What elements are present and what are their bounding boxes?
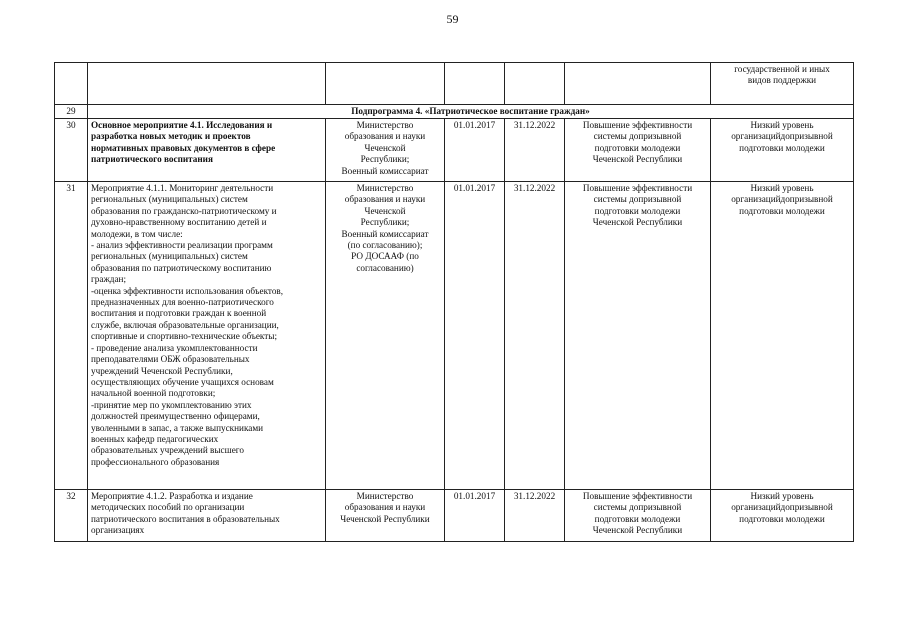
- expected-result: [565, 182, 711, 490]
- expected-result-line: подготовки молодежи: [594, 142, 681, 153]
- expected-result-line: подготовки молодежи: [594, 205, 681, 216]
- activity-name: [88, 182, 326, 490]
- risk-consequence-line: Низкий уровень: [750, 120, 814, 130]
- executor-line: согласованию): [356, 262, 414, 273]
- page-number: 59: [446, 12, 459, 26]
- expected-result: [565, 63, 711, 105]
- risk-consequence-line: государственной и иных: [734, 64, 830, 74]
- executor: [326, 490, 445, 542]
- activity-name-line: региональных (муниципальных) систем: [91, 251, 248, 262]
- executor-line: Министерство: [356, 491, 414, 501]
- expected-result-line: Повышение эффективности: [582, 183, 693, 193]
- expected-result-line: Повышение эффективности: [582, 491, 693, 501]
- executor: [326, 182, 445, 490]
- expected-result-line: системы допризывной: [593, 502, 682, 513]
- risk-consequence: [711, 490, 854, 542]
- start-date: [445, 63, 505, 105]
- start-date: 01.01.2017: [445, 119, 505, 182]
- risk-consequence-line: подготовки молодежи: [739, 142, 825, 153]
- expected-result-line: Чеченской Республики: [592, 525, 683, 536]
- risk-consequence-line: подготовки молодежи: [739, 205, 825, 216]
- table-body: [55, 63, 854, 542]
- executor-line: Республики;: [360, 217, 410, 228]
- expected-result: [565, 490, 711, 542]
- activity-name-line: воспитания и подготовки граждан к военной: [91, 308, 267, 319]
- expected-result-line: системы допризывной: [593, 194, 682, 205]
- row-number: 32: [55, 490, 88, 542]
- activity-name-line: спортивные и спортивно-технические объекты;: [91, 331, 278, 342]
- executor-line: Чеченской: [364, 142, 406, 153]
- activity-name-line: уволенными в запас, а также выпускниками: [91, 422, 264, 433]
- activity-name-line: организациях: [91, 525, 145, 536]
- executor-line: Чеченской: [364, 205, 406, 216]
- activity-name-line: региональных (муниципальных) систем: [91, 194, 248, 205]
- end-date: 31.12.2022: [505, 490, 565, 542]
- risk-consequence: [711, 63, 854, 105]
- risk-consequence-line: организацийдопризывной: [731, 194, 833, 205]
- executor: [326, 119, 445, 182]
- activity-name-line: образования по гражданско-патриотическому и: [91, 205, 277, 216]
- activity-name-line: военных кафедр педагогических: [91, 433, 219, 444]
- activity-name-line: учреждений Чеченской Республики,: [91, 365, 233, 376]
- executor-line: Министерство: [356, 120, 414, 130]
- activity-name-line: профессионального образования: [91, 456, 220, 467]
- activity-name-line: начальной военной подготовки;: [91, 388, 216, 399]
- activity-name-line: - проведение анализа укомплектованности: [91, 342, 258, 353]
- executor-line: образования и науки: [344, 131, 426, 142]
- activity-name-line: патриотического воспитания: [91, 154, 213, 165]
- row-number: 31: [55, 182, 88, 490]
- start-date: 01.01.2017: [445, 490, 505, 542]
- subprogram-title: Подпрограмма 4. «Патриотическое воспитание граждан»: [88, 105, 854, 119]
- row-number: 30: [55, 119, 88, 182]
- end-date: 31.12.2022: [505, 119, 565, 182]
- activity-name-line: патриотического воспитания в образовательных: [91, 513, 280, 524]
- activity-name-line: предназначенных для военно-патриотического: [91, 297, 274, 308]
- activity-name-line: Мероприятие 4.1.2. Разработка и издание: [91, 491, 253, 501]
- expected-result-line: подготовки молодежи: [594, 513, 681, 524]
- expected-result-line: Чеченской Республики: [592, 154, 683, 165]
- start-date: 01.01.2017: [445, 182, 505, 490]
- activity-name: [88, 63, 326, 105]
- risk-consequence-line: Низкий уровень: [750, 183, 814, 193]
- risk-consequence: [711, 182, 854, 490]
- end-date: [505, 63, 565, 105]
- executor-line: Чеченской Республики: [340, 513, 430, 524]
- end-date: 31.12.2022: [505, 182, 565, 490]
- executor-line: РО ДОСААФ (по: [351, 251, 419, 262]
- activity-name-line: молодежи, в том числе:: [91, 228, 183, 239]
- executor: [326, 63, 445, 105]
- executor-line: Министерство: [356, 183, 414, 193]
- activity-name-line: образования по патриотическому воспитанию: [91, 262, 272, 273]
- activity-name-line: образовательных учреждений высшего: [91, 445, 244, 456]
- activity-name-line: Мероприятие 4.1.1. Мониторинг деятельности: [91, 183, 274, 193]
- activity-name-line: разработка новых методик и проектов: [91, 131, 251, 142]
- table-row: [55, 490, 854, 542]
- executor-line: Военный комиссариат: [341, 228, 429, 239]
- row-number: [55, 63, 88, 105]
- activity-name-line: -принятие мер по укомплектованию этих: [91, 399, 252, 410]
- activity-name-line: методических пособий по организации: [91, 502, 245, 513]
- expected-result-line: Повышение эффективности: [582, 120, 693, 130]
- table-row: [55, 119, 854, 182]
- table-row: [55, 182, 854, 490]
- activity-name: [88, 119, 326, 182]
- row-number: 29: [55, 105, 88, 119]
- activity-name-line: граждан;: [91, 274, 127, 285]
- activity-name-line: нормативных правовых документов в сфере: [91, 142, 276, 153]
- activity-name-line: Основное мероприятие 4.1. Исследования и: [91, 120, 273, 130]
- executor-line: Военный комиссариат: [341, 165, 429, 176]
- executor-line: образования и науки: [344, 194, 426, 205]
- risk-consequence-line: организацийдопризывной: [731, 131, 833, 142]
- activity-name-line: преподавателями ОБЖ образовательных: [91, 354, 250, 365]
- executor-line: Республики;: [360, 154, 410, 165]
- risk-consequence-line: организацийдопризывной: [731, 502, 833, 513]
- risk-consequence-line: Низкий уровень: [750, 491, 814, 501]
- activity-name-line: осуществляющих обучение учащихся основам: [91, 376, 274, 387]
- risk-consequence-line: видов поддержки: [747, 75, 817, 86]
- activity-name-line: -оценка эффективности использования объектов,: [91, 285, 284, 296]
- activity-name-line: службе, включая образовательные организации,: [91, 319, 279, 330]
- table-row: [55, 63, 854, 105]
- expected-result-line: системы допризывной: [593, 131, 682, 142]
- activity-name: [88, 490, 326, 542]
- activity-name-line: - анализ эффективности реализации программ: [91, 240, 273, 251]
- executor-line: образования и науки: [344, 502, 426, 513]
- activity-name-line: духовно-нравственному воспитанию детей и: [91, 217, 267, 228]
- program-table: [54, 62, 854, 542]
- expected-result: [565, 119, 711, 182]
- risk-consequence: [711, 119, 854, 182]
- table-row: [55, 105, 854, 119]
- activity-name-line: должностей преимущественно офицерами,: [91, 411, 260, 422]
- expected-result-line: Чеченской Республики: [592, 217, 683, 228]
- risk-consequence-line: подготовки молодежи: [739, 513, 825, 524]
- executor-line: (по согласованию);: [347, 240, 423, 251]
